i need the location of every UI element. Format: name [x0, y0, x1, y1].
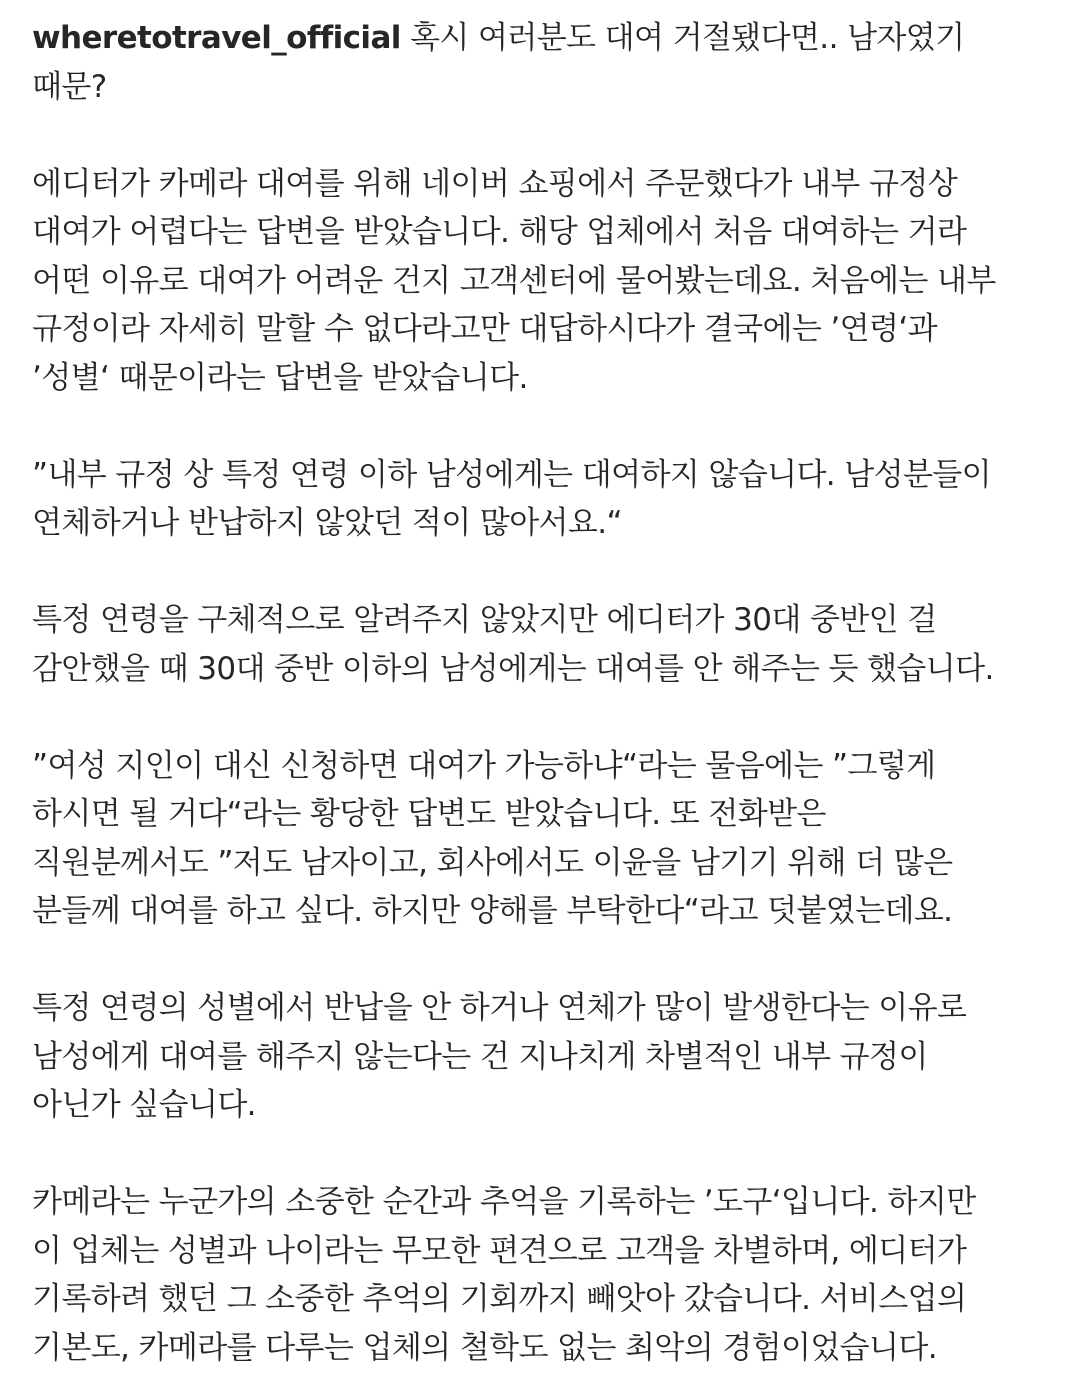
caption-line: ”내부 규정 상 특정 연령 이하 남성에게는 대여하지 않습니다. 남성분들이 — [32, 456, 992, 493]
caption-line: 아닌가 싶습니다. — [32, 1087, 256, 1123]
caption-line: 기록하려 했던 그 소중한 추억의 기회까지 빼앗아 갔습니다. 서비스업의 — [32, 1281, 967, 1317]
caption-line: 규정이라 자세히 말할 수 없다라고만 대답하시다가 결국에는 ’연령‘과 — [32, 311, 937, 347]
caption-line: 어떤 이유로 대여가 어려운 건지 고객센터에 물어봤는데요. 처음에는 내부 — [32, 262, 996, 299]
paragraph-gap — [32, 936, 1062, 985]
caption-line: 기본도, 카메라를 다루는 업체의 철학도 없는 최악의 경험이었습니다. — [32, 1329, 937, 1366]
caption-line: ”여성 지인이 대신 신청하면 대여가 가능하냐“라는 물음에는 ”그렇게 — [32, 747, 936, 784]
caption-line: 분들께 대여를 하고 싶다. 하지만 양해를 부탁한다“라고 덧붙였는데요. — [32, 893, 953, 929]
paragraph-gap — [32, 548, 1062, 597]
username-link[interactable]: wheretotravel_official — [32, 20, 401, 56]
caption-text: 혹시 여러분도 대여 거절됐다면.. 남자였기 — [400, 20, 965, 56]
paragraph-gap — [32, 111, 1062, 160]
caption-line: 카메라는 누군가의 소중한 순간과 추억을 기록하는 ’도구‘입니다. 하지만 — [32, 1184, 976, 1220]
caption-line: 하시면 될 거다“라는 황당한 답변도 받았습니다. 또 전화받은 — [32, 796, 826, 832]
caption-line: 남성에게 대여를 해주지 않는다는 건 지나치게 차별적인 내부 규정이 — [32, 1038, 928, 1075]
caption-line: 특정 연령의 성별에서 반납을 안 하거나 연체가 많이 발생한다는 이유로 — [32, 990, 967, 1026]
caption-line: 직원분께서도 ”저도 남자이고, 회사에서도 이윤을 남기기 위해 더 많은 — [32, 844, 953, 881]
caption-line: 특정 연령을 구체적으로 알려주지 않았지만 에디터가 30대 중반인 걸 — [32, 602, 937, 638]
post-caption — [32, 14, 1062, 1372]
paragraph-gap — [32, 402, 1062, 451]
caption-line: 때문? — [32, 68, 107, 105]
caption-line: 이 업체는 성별과 나이라는 무모한 편견으로 고객을 차별하며, 에디터가 — [32, 1232, 967, 1269]
caption-line: 연체하거나 반납하지 않았던 적이 많아서요.“ — [32, 505, 622, 541]
caption-line: 에디터가 카메라 대여를 위해 네이버 쇼핑에서 주문했다가 내부 규정상 — [32, 165, 958, 202]
caption-header-line — [32, 14, 1062, 63]
caption-line: ’성별‘ 때문이라는 답변을 받았습니다. — [32, 359, 528, 396]
paragraph-gap — [32, 693, 1062, 742]
caption-line: 감안했을 때 30대 중반 이하의 남성에게는 대여를 안 해주는 듯 했습니다. — [32, 650, 994, 687]
paragraph-gap — [32, 1130, 1062, 1179]
caption-line: 대여가 어렵다는 답변을 받았습니다. 해당 업체에서 처음 대여하는 거라 — [32, 214, 967, 250]
caption-body — [32, 63, 1062, 1373]
